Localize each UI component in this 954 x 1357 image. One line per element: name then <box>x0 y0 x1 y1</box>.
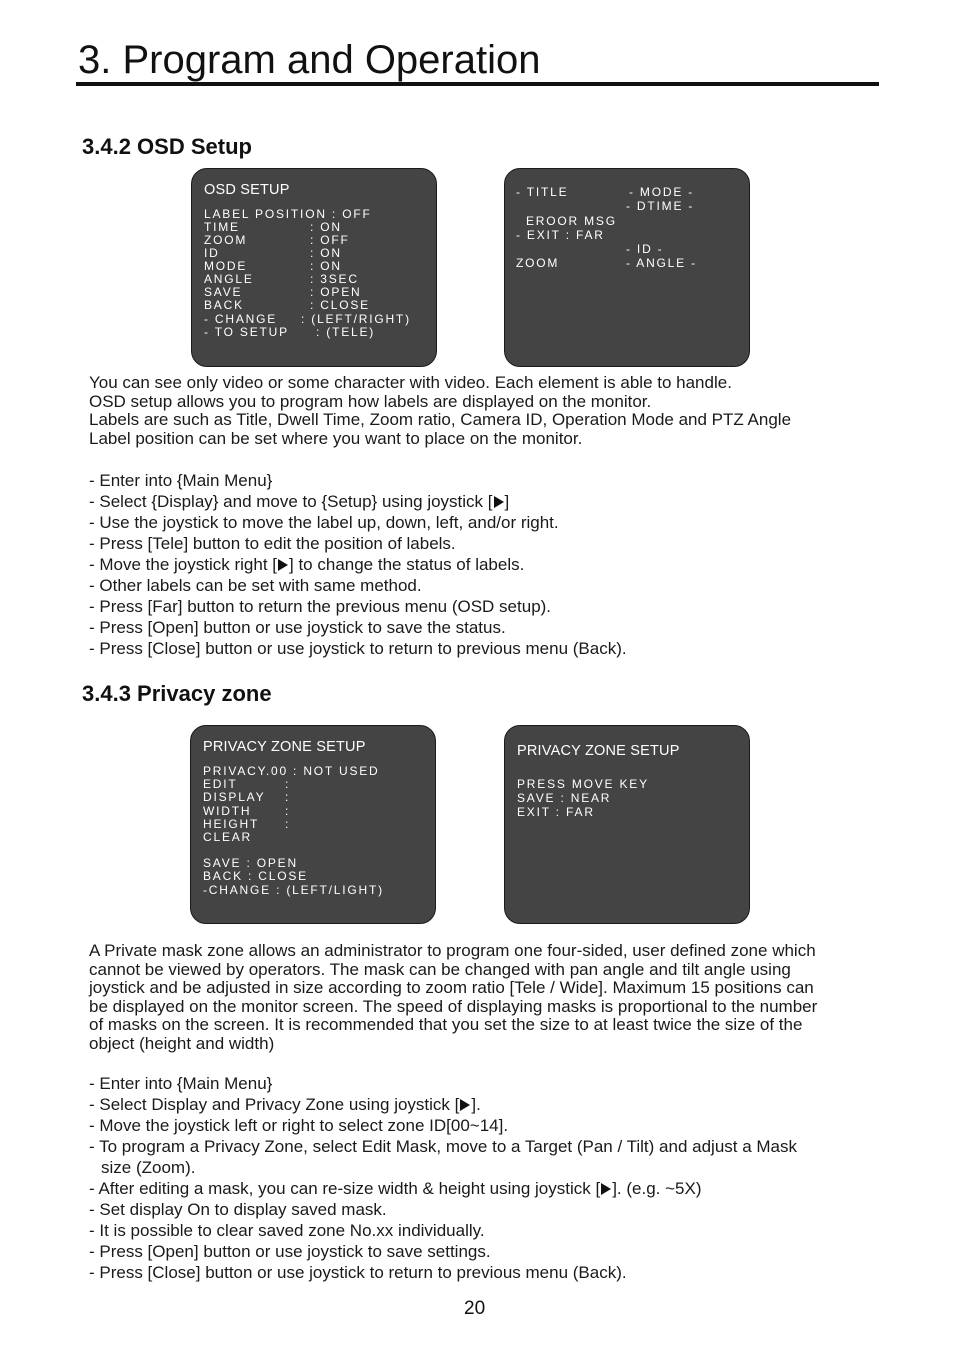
list-item: - Set display On to display saved mask. <box>89 1200 387 1219</box>
osd-row-label: MODE <box>204 259 248 273</box>
privacy-row-label: WIDTH <box>203 804 252 818</box>
osd-row-value: : ON <box>310 259 342 273</box>
list-item <box>89 491 889 512</box>
osd-row-label: ZOOM <box>204 233 248 247</box>
privacy-row-label: EDIT <box>203 777 238 791</box>
osd-menu-label-position: LABEL POSITION : OFF <box>204 207 372 221</box>
osd-steps-list <box>89 470 889 659</box>
osd-row-value: : CLOSE <box>310 298 370 312</box>
privacy-menu-row-clear: CLEAR <box>203 830 253 844</box>
privacy-move-line: PRESS MOVE KEY <box>517 777 649 791</box>
osd-row-value: : (TELE) <box>316 325 376 339</box>
list-item <box>89 1178 889 1199</box>
paragraph-line: cannot be viewed by operators. The mask can be changed with pan angle and tilt angle using <box>89 959 791 979</box>
osd-label-preview-panel <box>504 168 750 367</box>
paragraph-line: Label position can be set where you want to place on the monitor. <box>89 428 583 448</box>
privacy-row-value: : <box>285 817 291 831</box>
paragraph-line: A Private mask zone allows an administrator to program one four-sided, user defined zone which <box>89 941 816 960</box>
title-divider <box>76 82 879 86</box>
osd-row-value: : ON <box>310 220 342 234</box>
privacy-menu-row-save: SAVE : OPEN <box>203 856 298 870</box>
step-text: - Select {Display} and move to {Setup} using joystick [ <box>89 492 493 511</box>
play-right-triangle-icon <box>460 1099 470 1111</box>
osd-row-value: : ON <box>310 246 342 260</box>
osd-preview-dtime-tag: - DTIME - <box>626 199 695 213</box>
list-item: - Press [Far] button to return the previous menu (OSD setup). <box>89 597 552 616</box>
osd-preview-zoom-tag: ZOOM <box>516 256 560 270</box>
osd-row-label: SAVE <box>204 285 243 299</box>
step-text: ]. <box>471 1095 481 1114</box>
paragraph-line: You can see only video or some character with video. Each element is able to handle. <box>89 373 732 392</box>
privacy-zone-heading: 3.4.3 Privacy zone <box>82 681 272 706</box>
list-item: - Move the joystick left or right to select zone ID[00~14]. <box>89 1116 509 1135</box>
page-number: 20 <box>464 1298 486 1319</box>
privacy-move-line: SAVE : NEAR <box>517 791 612 805</box>
osd-preview-mode-tag: - MODE - <box>629 185 695 199</box>
step-text: - Select Display and Privacy Zone using joystick [ <box>89 1095 460 1114</box>
privacy-move-menu-title: PRIVACY ZONE SETUP <box>517 743 680 759</box>
osd-setup-menu-panel <box>191 168 437 367</box>
privacy-row-label: HEIGHT <box>203 817 260 831</box>
privacy-setup-menu-panel <box>190 725 436 924</box>
osd-row-label: ID <box>204 246 220 260</box>
osd-description <box>89 374 889 448</box>
list-item <box>89 554 889 575</box>
list-item: - Enter into {Main Menu} <box>89 471 273 490</box>
list-item: - To program a Privacy Zone, select Edit Mask, move to a Target (Pan / Tilt) and adjust a Mask <box>89 1137 798 1156</box>
osd-preview-angle-tag: - ANGLE - <box>626 256 697 270</box>
step-text: ]. (e.g. ~5X) <box>612 1179 702 1198</box>
privacy-move-line: EXIT : FAR <box>517 805 595 819</box>
osd-preview-id-tag: - ID - <box>626 242 664 256</box>
page-title: 3. Program and Operation <box>78 38 541 82</box>
paragraph-line: Labels are such as Title, Dwell Time, Zoom ratio, Camera ID, Operation Mode and PTZ Angle <box>89 410 792 430</box>
step-text: ] to change the status of labels. <box>289 555 525 574</box>
list-item: - Use the joystick to move the label up, down, left, and/or right. <box>89 513 559 532</box>
osd-preview-exit-line: - EXIT : FAR <box>516 228 605 242</box>
privacy-row-label: DISPLAY <box>203 790 266 804</box>
paragraph-line: be displayed on the monitor screen. The speed of displaying masks is proportional to the number <box>89 996 818 1016</box>
list-item: - It is possible to clear saved zone No.xx individually. <box>89 1221 485 1240</box>
osd-menu-row-back <box>204 298 370 312</box>
osd-row-label: TIME <box>204 220 240 234</box>
list-item: size (Zoom). <box>101 1158 196 1177</box>
list-item: - Press [Open] button or use joystick to save settings. <box>89 1242 491 1261</box>
osd-setup-heading: 3.4.2 OSD Setup <box>82 134 252 159</box>
osd-row-value: : OFF <box>310 233 350 247</box>
privacy-steps-list <box>89 1073 889 1283</box>
privacy-row-value: : <box>285 777 291 791</box>
privacy-menu-title: PRIVACY ZONE SETUP <box>203 739 366 755</box>
osd-row-value: : OPEN <box>310 285 362 299</box>
play-right-triangle-icon <box>278 559 288 571</box>
osd-row-label: - TO SETUP <box>204 325 289 339</box>
paragraph-line: of masks on the screen. It is recommended that you set the size to at least twice the size of the <box>89 1015 803 1035</box>
osd-row-value: : 3SEC <box>310 272 359 286</box>
step-text: ] <box>504 492 510 511</box>
list-item: - Press [Tele] button to edit the position of labels. <box>89 534 456 553</box>
osd-row-label: BACK <box>204 298 244 312</box>
osd-preview-error-msg: EROOR MSG <box>526 214 617 228</box>
list-item: - Press [Close] button or use joystick to return to previous menu (Back). <box>89 639 627 658</box>
list-item: - Other labels can be set with same method. <box>89 576 422 595</box>
privacy-move-menu-panel <box>504 725 750 924</box>
paragraph-line: joystick and be adjusted in size according to zoom ratio [Tele / Wide]. Maximum 15 positions can <box>89 978 814 998</box>
privacy-row-value: : <box>285 804 291 818</box>
osd-preview-title-tag: - TITLE <box>516 185 569 199</box>
privacy-menu-row-back: BACK : CLOSE <box>203 869 308 883</box>
osd-row-label: ANGLE <box>204 272 254 286</box>
privacy-menu-row-display <box>203 790 291 804</box>
list-item: - Press [Open] button or use joystick to save the status. <box>89 618 506 637</box>
privacy-description <box>89 942 889 1054</box>
list-item: - Press [Close] button or use joystick to return to previous menu (Back). <box>89 1263 627 1282</box>
play-right-triangle-icon <box>601 1183 611 1195</box>
step-text: - Move the joystick right [ <box>89 555 278 574</box>
osd-menu-row-to-setup <box>204 325 376 339</box>
list-item: - Enter into {Main Menu} <box>89 1074 273 1093</box>
paragraph-line: object (height and width) <box>89 1033 275 1053</box>
osd-row-value: : (LEFT/RIGHT) <box>301 312 411 326</box>
privacy-menu-status: PRIVACY.00 : NOT USED <box>203 764 380 778</box>
list-item <box>89 1094 889 1115</box>
osd-row-label: - CHANGE <box>204 312 278 326</box>
privacy-row-value: : <box>285 790 291 804</box>
step-text: - After editing a mask, you can re-size width & height using joystick [ <box>89 1179 601 1198</box>
play-right-triangle-icon <box>494 496 504 508</box>
privacy-menu-row-change: -CHANGE : (LEFT/LIGHT) <box>203 883 384 897</box>
osd-menu-title: OSD SETUP <box>204 182 290 198</box>
paragraph-line: OSD setup allows you to program how labels are displayed on the monitor. <box>89 391 652 411</box>
